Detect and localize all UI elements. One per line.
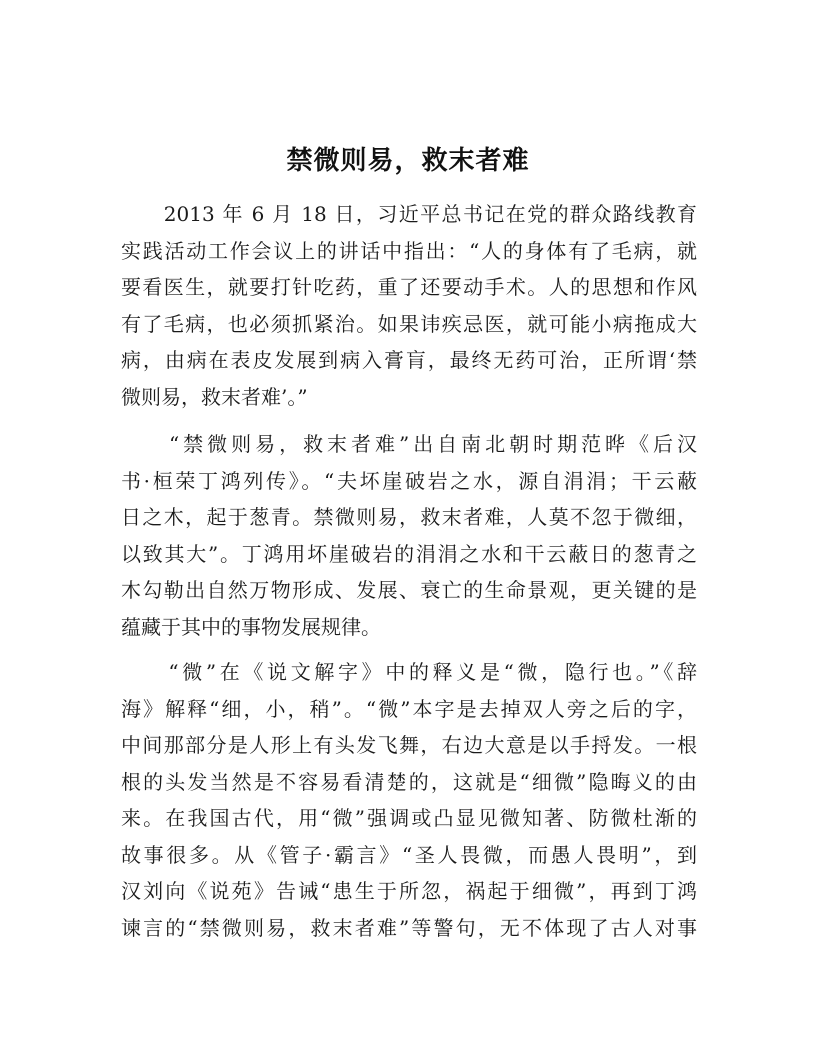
paragraph-line: 谏言的“禁微则易，救末者难”等警句，无不体现了古人对事 bbox=[121, 915, 697, 940]
paragraph-line: 有了毛病，也必须抓紧治。如果讳疾忌医，就可能小病拖成大 bbox=[121, 311, 697, 336]
paragraph-line: 木勾勒出自然万物形成、发展、衰亡的生命景观，更关键的是 bbox=[121, 578, 697, 602]
paragraph-3 bbox=[121, 654, 697, 946]
paragraph-line: 汉刘向《说苑》告诫“患生于所忽，祸起于细微”，再到丁鸿 bbox=[121, 879, 697, 903]
paragraph-line: “微”在《说文解字》中的释义是“微，隐行也。”《辞 bbox=[121, 660, 697, 684]
paragraph-line: “禁微则易，救末者难”出自南北朝时期范晔《后汉 bbox=[121, 432, 697, 456]
paragraph-line: 蕴藏于其中的事物发展规律。 bbox=[121, 614, 381, 639]
page-title: 禁微则易，救末者难 bbox=[286, 146, 530, 176]
paragraph-line: 根的头发当然是不容易看清楚的，这就是“细微”隐晦义的由 bbox=[121, 769, 697, 794]
paragraph-2 bbox=[121, 426, 697, 645]
paragraph-line: 来。在我国古代，用“微”强调或凸显见微知著、防微杜渐的 bbox=[121, 806, 697, 830]
paragraph-line: 中间那部分是人形上有头发飞舞，右边大意是以手捋发。一根 bbox=[121, 733, 697, 757]
paragraph-line: 要看医生，就要打针吃药，重了还要动手术。人的思想和作风 bbox=[121, 275, 697, 299]
paragraph-line: 海》解释“细，小，稍”。“微”本字是去掉双人旁之后的字， bbox=[121, 696, 697, 721]
paragraph-line: 以致其大”。丁鸿用坏崖破岩的涓涓之水和干云蔽日的葱青之 bbox=[121, 541, 697, 566]
paragraph-line: 2013 年 6 月 18 日，习近平总书记在党的群众路线教育 bbox=[121, 202, 697, 226]
paragraph-1 bbox=[121, 196, 697, 415]
paragraph-line: 实践活动工作会议上的讲话中指出：“人的身体有了毛病，就 bbox=[121, 238, 697, 263]
paragraph-line: 日之木，起于葱青。禁微则易，救末者难，人莫不忽于微细， bbox=[121, 505, 697, 529]
paragraph-line: 书·桓荣丁鸿列传》。“夫坏崖破岩之水，源自涓涓；干云蔽 bbox=[121, 468, 697, 493]
paragraph-line: 病，由病在表皮发展到病入膏肓，最终无药可治，正所谓‘禁 bbox=[121, 348, 697, 372]
paragraph-line: 微则易，救末者难’。” bbox=[121, 384, 308, 409]
paragraph-line: 故事很多。从《管子·霸言》“圣人畏微，而愚人畏明”，到 bbox=[121, 842, 697, 867]
